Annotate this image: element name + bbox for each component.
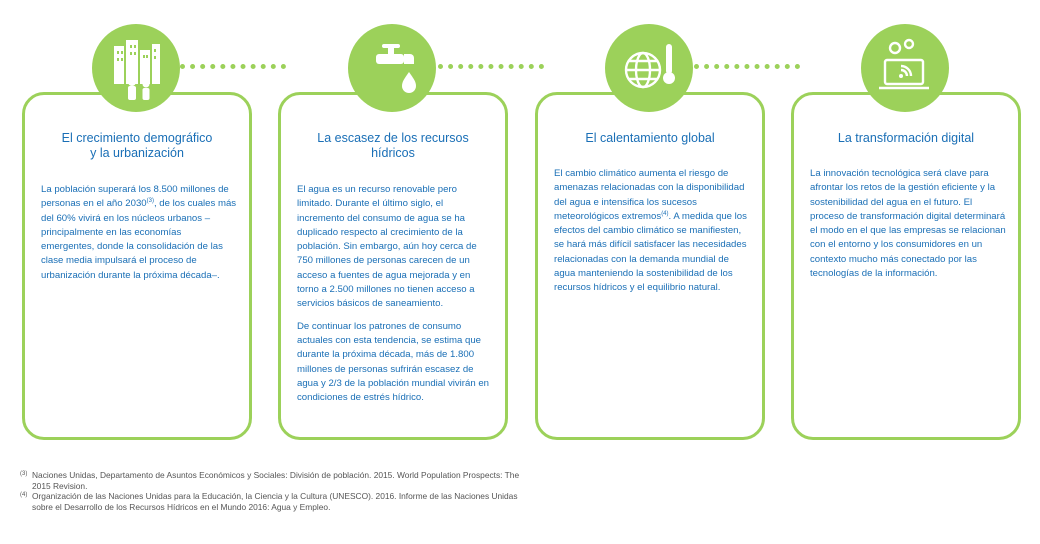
paragraph-text: . A medida que los efectos del cambio climático se manifiesten, se hará más difícil satisfacer las necesidades relacionadas con la demanda mundial de agua manteniendo la sostenibilidad de los recursos hídricos y el equilibrio natural. — [554, 210, 747, 294]
paragraph-text: La innovación tecnológica será clave para afrontar los retos de la gestión eficiente y la sostenibilidad del agua en el futuro. El proceso de transformación digital determinará el modo en el que las empresas se relacionan con el entorno y los consumidores en un contexto mucho más conectado por las tecnologías de la información. — [810, 168, 1006, 280]
card-digital-transformation — [791, 92, 1021, 440]
card-title: La transformación digital — [837, 131, 975, 145]
paragraph-text: De continuar los patrones de consumo actuales con esta tendencia, se estima que durante la próxima década, más de 1.800 millones de personas sufrirán escasez de agua y 2/3 de la población mundial vivirán en condiciones de estrés hídrico. — [297, 320, 490, 404]
card-paragraph — [41, 183, 237, 283]
footnote-3 — [20, 470, 520, 491]
card-global-warming — [535, 92, 765, 440]
connector-dots-1 — [180, 64, 286, 70]
footnote-4 — [20, 491, 520, 512]
footnotes — [20, 470, 520, 512]
card-body — [554, 167, 750, 304]
paragraph-text: La población superará los 8.500 millones de personas en el año 2030 — [41, 184, 229, 210]
paragraph-text: El cambio climático aumenta el riesgo de amenazas relacionadas con la disponibilidad del agua e intensifica los sucesos meteorológicos extremos — [554, 168, 745, 222]
card-paragraph — [297, 183, 493, 312]
footnote-text: Naciones Unidas, Departamento de Asuntos Económicos y Sociales: División de población. 2015. World Population Prospects: The 2015 Revision. — [32, 470, 520, 491]
footnote-mark: (4) — [20, 492, 28, 499]
card-body — [297, 183, 493, 413]
water-tap-icon — [348, 24, 436, 112]
footnote-mark: (3) — [20, 471, 28, 477]
footnote-text: Organización de las Naciones Unidas para la Educación, la Ciencia y la Cultura (UNESCO). 2016. Informe de las Naciones Unidas sobre el Desarrollo de los Recursos Hídricos en el Mundo 2016: Agua y Empleo. — [32, 491, 518, 512]
footnote-reference: (3) — [146, 198, 154, 205]
card-paragraph — [810, 167, 1006, 281]
footnote-reference: (4) — [661, 210, 669, 217]
card-water-scarcity — [278, 92, 508, 440]
connector-dots-3 — [694, 64, 800, 70]
card-paragraph — [297, 320, 493, 406]
city-people-icon — [92, 24, 180, 112]
card-title: El crecimiento demográfico y la urbanización — [61, 131, 213, 160]
card-paragraph — [554, 167, 750, 296]
card-title: El calentamiento global — [585, 131, 715, 145]
paragraph-text: , de los cuales más del 60% vivirá en los núcleos urbanos –principalmente en las economías emergentes, donde la consolidación de las clase media impulsará el proceso de urbanización durante la próxima década–. — [41, 198, 237, 281]
paragraph-text: El agua es un recurso renovable pero limitado. Durante el último siglo, el incremento del consumo de agua se ha duplicado respecto al crecimiento de la población. Sin embargo, aún hoy cerca de 750 millones de personas carecen de un acceso a fuentes de agua mejorada y en torno a 2.500 millones no tienen acceso a servicios básicos de saneamiento. — [297, 184, 477, 310]
card-body — [810, 167, 1006, 289]
card-body — [41, 183, 237, 291]
card-demographic-growth — [22, 92, 252, 440]
laptop-gears-icon — [861, 24, 949, 112]
card-title: La escasez de los recursos hídricos — [317, 131, 469, 160]
globe-thermometer-icon — [605, 24, 693, 112]
connector-dots-2 — [438, 64, 544, 70]
